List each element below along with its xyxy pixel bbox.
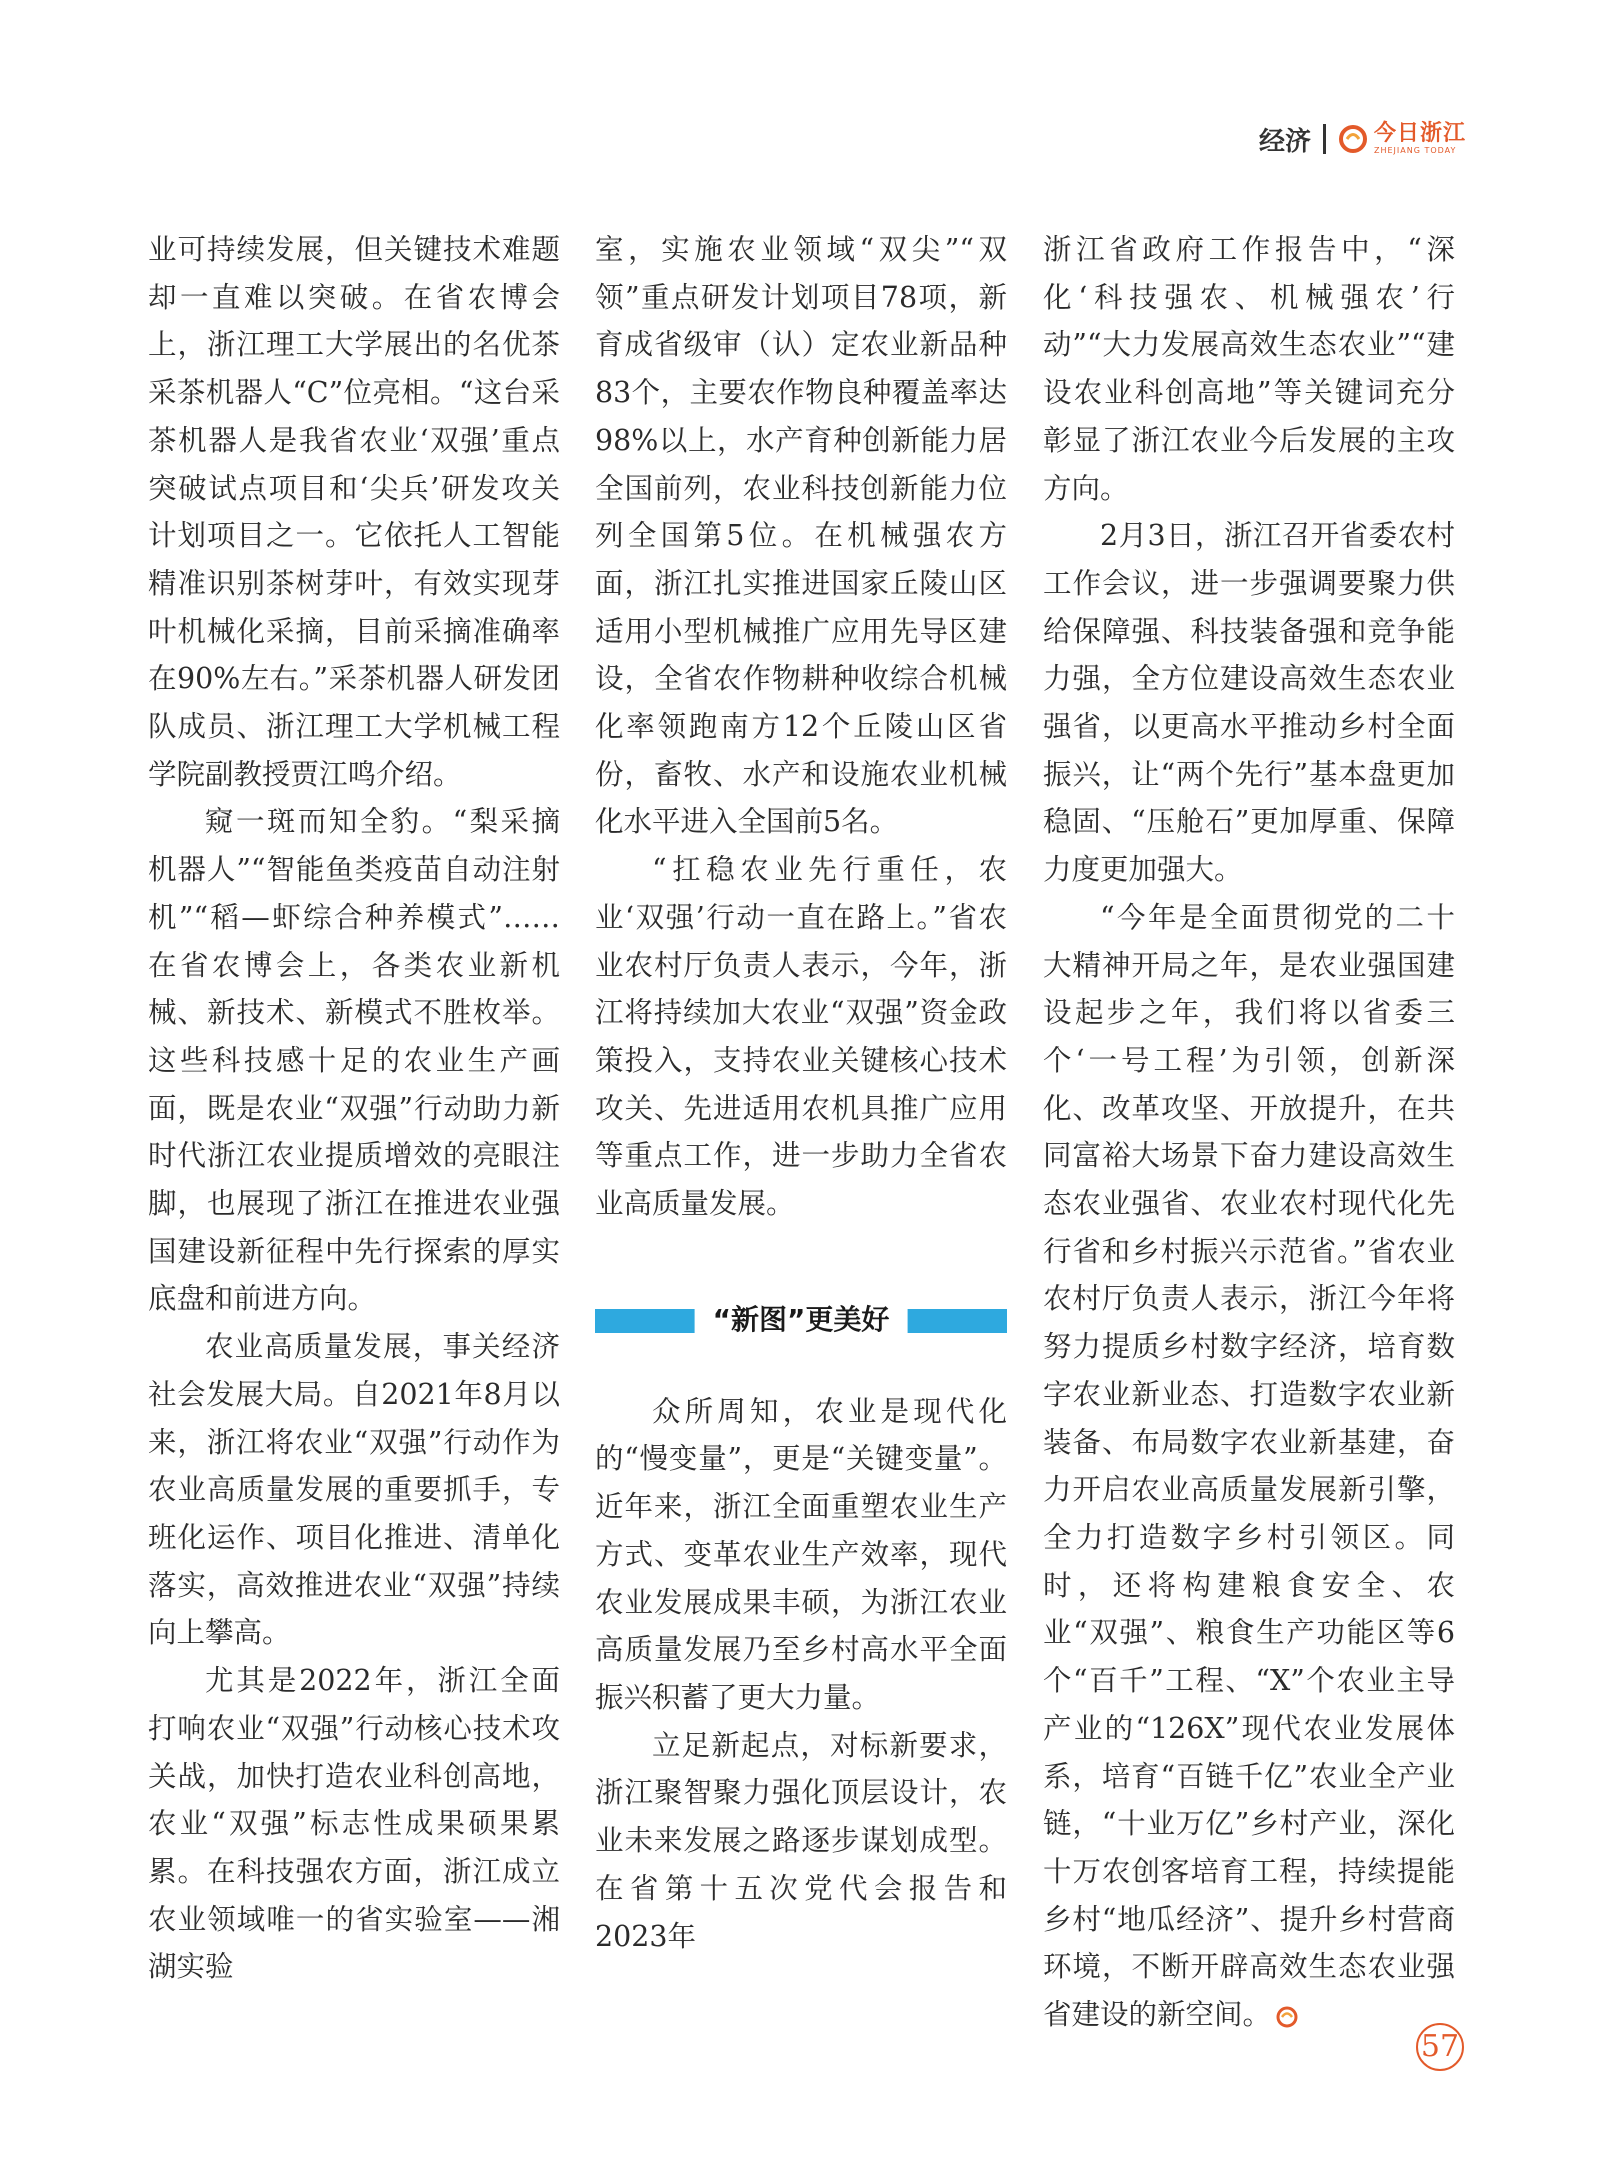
paragraph: 浙江省政府工作报告中，“深化‘科技强农、机械强农’行动”“大力发展高效生态农业”“建设农业科创高地”等关键词充分彰显了浙江农业今后发展的主攻方向。	[1043, 233, 1455, 505]
section-label: 经济	[1258, 126, 1311, 157]
paragraph: 室，实施农业领域“双尖”“双领”重点研发计划项目78项，新育成省级审（认）定农业新品种83个，主要农作物良种覆盖率达98%以上，水产育种创新能力居全国前列，农业科技创新能力位列全国第5位。在机械强农方面，浙江扎实推进国家丘陵山区适用小型机械推广应用先导区建设，全省农作物耕种收综合机械化率领跑南方12个丘陵山区省份，畜牧、水产和设施农业机械化水平进入全国前5名。	[595, 233, 1007, 839]
paragraph-last	[1043, 894, 1455, 2039]
section-subheading	[595, 1299, 1007, 1341]
header-divider	[1323, 124, 1326, 154]
paragraph: 农业高质量发展，事关经济社会发展大局。自2021年8月以来，浙江将农业“双强”行动作为农业高质量发展的重要抓手，专班化运作、项目化推进、清单化落实，高效推进农业“双强”持续向上攀高。	[148, 1330, 560, 1650]
page-number: 57	[1416, 2023, 1464, 2071]
column-3	[1043, 226, 1455, 2039]
magazine-logo	[1338, 123, 1466, 155]
page-header	[1259, 118, 1466, 160]
logo-text: 今日浙江	[1373, 121, 1466, 146]
end-mark-icon	[1275, 2005, 1299, 2029]
paragraph: 众所周知，农业是现代化的“慢变量”，更是“关键变量”。近年来，浙江全面重塑农业生产方式、变革农业生产效率，现代农业发展成果丰硕，为浙江农业高质量发展乃至乡村高水平全面振兴积蓄了更大力量。	[595, 1394, 1007, 1714]
logo-subtext: ZHEJIANG TODAY	[1373, 146, 1457, 155]
paragraph: “扛稳农业先行重任，农业‘双强’行动一直在路上。”省农业农村厅负责人表示，今年，浙江将持续加大农业“双强”资金政策投入，支持农业关键核心技术攻关、先进适用农机具推广应用等重点工作，进一步助力全省农业高质量发展。	[595, 853, 1007, 1221]
paragraph: 2月3日，浙江召开省委农村工作会议，进一步强调要聚力供给保障强、科技装备强和竞争能力强，全方位建设高效生态农业强省，以更高水平推动乡村全面振兴，让“两个先行”基本盘更加稳固、“压舱石”更加厚重、保障力度更加强大。	[1043, 519, 1455, 887]
subheading-title: “新图”更美好	[695, 1299, 908, 1341]
logo-swirl-icon	[1338, 124, 1368, 154]
column-2	[595, 226, 1007, 1960]
paragraph: 立足新起点，对标新要求，浙江聚智聚力强化顶层设计，农业未来发展之路逐步谋划成型。在省第十五次党代会报告和2023年	[595, 1728, 1007, 1953]
paragraph: 窥一斑而知全豹。“梨采摘机器人”“智能鱼类疫苗自动注射机”“稻—虾综合种养模式”……在省农博会上，各类农业新机械、新技术、新模式不胜枚举。这些科技感十足的农业生产画面，既是农业“双强”行动助力新时代浙江农业提质增效的亮眼注脚，也展现了浙江在推进农业强国建设新征程中先行探索的厚实底盘和前进方向。	[148, 805, 560, 1316]
column-1	[148, 226, 560, 1991]
paragraph: 尤其是2022年，浙江全面打响农业“双强”行动核心技术攻关战，加快打造农业科创高地，农业“双强”标志性成果硕果累累。在科技强农方面，浙江成立农业领域唯一的省实验室——湘湖实验	[148, 1664, 560, 1984]
paragraph-text: “今年是全面贯彻党的二十大精神开局之年，是农业强国建设起步之年，我们将以省委三个‘一号工程’为引领，创新深化、改革攻坚、开放提升，在共同富裕大场景下奋力建设高效生态农业强省、农业农村现代化先行省和乡村振兴示范省。”省农业农村厅负责人表示，浙江今年将努力提质乡村数字经济，培育数字农业新业态、打造数字农业新装备、布局数字农业新基建，奋力开启农业高质量发展新引擎，全力打造数字乡村引领区。同时，还将构建粮食安全、农业“双强”、粮食生产功能区等6个“百千”工程、“X”个农业主导产业的“126X”现代农业发展体系，培育“百链千亿”农业全产业链，“十业万亿”乡村产业，深化十万农创客培育工程，持续提能乡村“地瓜经济”、提升乡村营商环境，不断开辟高效生态农业强省建设的新空间。	[1043, 900, 1455, 2032]
paragraph: 业可持续发展，但关键技术难题却一直难以突破。在省农博会上，浙江理工大学展出的名优茶采茶机器人“C”位亮相。“这台采茶机器人是我省农业‘双强’重点突破试点项目和‘尖兵’研发攻关计划项目之一。它依托人工智能精准识别茶树芽叶，有效实现芽叶机械化采摘，目前采摘准确率在90%左右。”采茶机器人研发团队成员、浙江理工大学机械工程学院副教授贾江鸣介绍。	[148, 233, 560, 791]
